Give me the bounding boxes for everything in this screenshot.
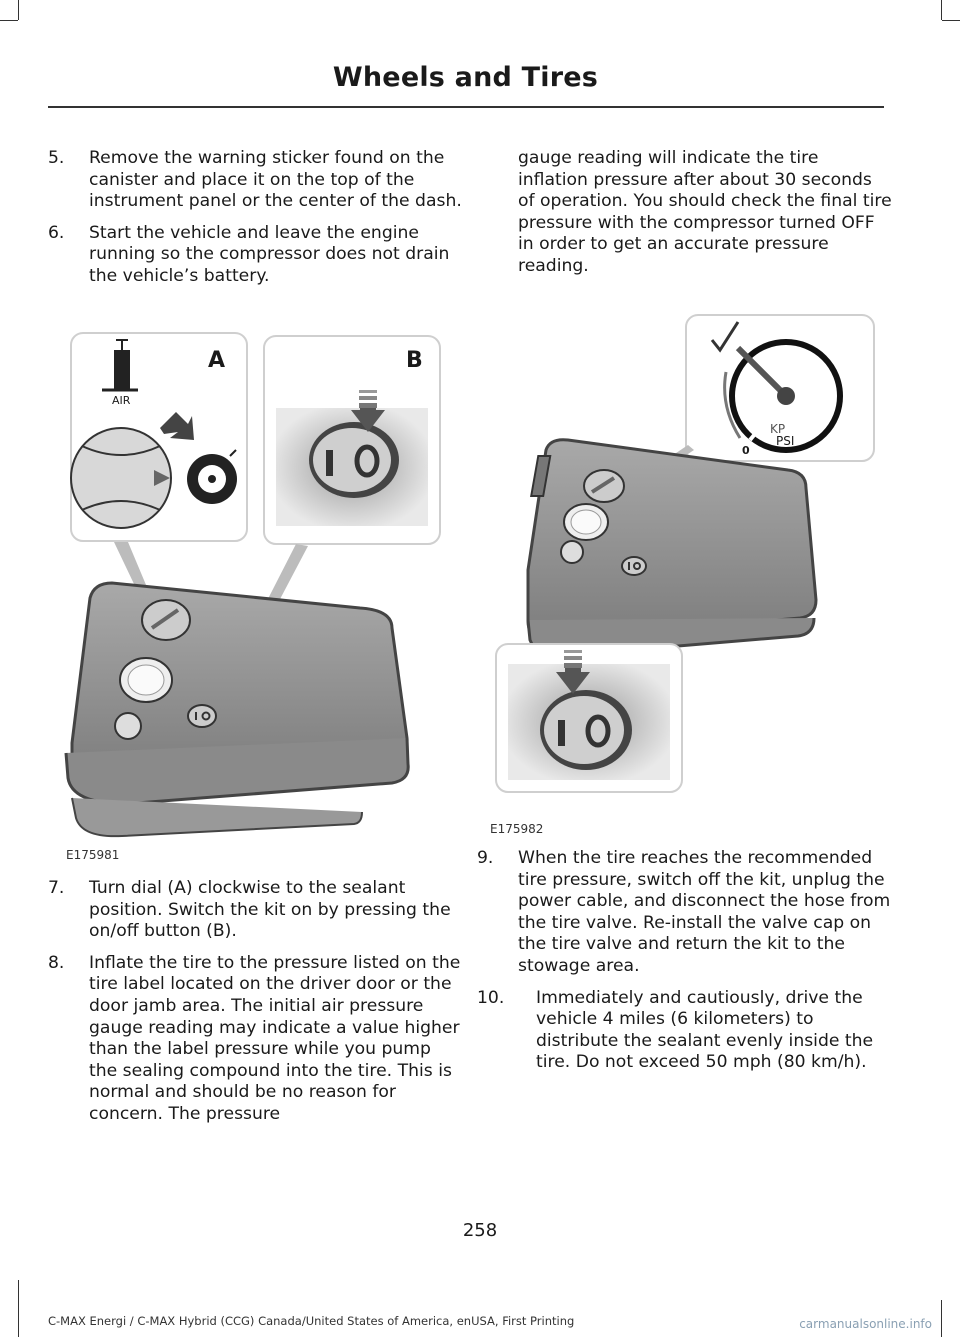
label-a: A [208,348,226,373]
footer-text: C-MAX Energi / C-MAX Hybrid (CCG) Canada/United States of America, enUSA, First Printing [48,1314,575,1328]
label-b: B [406,348,423,373]
step-number: 9. [477,848,494,868]
page-title: Wheels and Tires [332,62,598,93]
left-column-bottom [48,878,463,1136]
crop-mark [941,1300,942,1337]
list-item [477,848,892,978]
figure-code: E175981 [66,848,120,862]
crop-mark [942,20,960,21]
list-item [48,148,463,213]
crop-mark [0,20,18,21]
crop-mark [18,1280,19,1337]
step-number: 10. [477,987,505,1008]
left-column-top [48,148,463,298]
list-item [48,878,463,943]
figure-1-illustration [62,328,452,858]
step-text: When the tire reaches the recommended tire pressure, switch off the kit, unplug the power cable, and disconnect the hose from the tire valve. Re-install the valve cap on the tire valve and return the kit to the stowage area. [518,848,891,976]
watermark[interactable]: carmanualsonline.info [799,1317,932,1331]
air-label: AIR [112,394,131,407]
right-column-top [477,148,892,278]
figure-sealant-kit-dial-button [62,328,452,858]
figure-2-illustration [488,310,880,800]
sealant-kit-body [528,440,816,640]
step-number: 6. [48,222,65,243]
list-item [48,953,463,1126]
continued-paragraph: gauge reading will indicate the tire inflation pressure after about 30 seconds of operation. You should check the final tire pressure with the compressor turned OFF in order to get an accurate pressure reading. [518,148,892,276]
right-column-bottom [477,848,892,1084]
step-text: Remove the warning sticker found on the canister and place it on the top of the instrument panel or the center of the dash. [89,148,462,212]
crop-mark [18,0,19,20]
step-number: 5. [48,148,65,168]
list-item [477,988,892,1074]
figure-pressure-gauge [488,310,880,800]
step-text: Start the vehicle and leave the engine running so the compressor does not drain the vehicle’s battery. [89,222,450,286]
gauge-kp-label: KP [770,422,786,436]
step-text: Inflate the tire to the pressure listed on the tire label located on the driver door or the door jamb area. The initial air pressure gauge reading may indicate a value higher than the label pressure while you pump the sealing compound into the tire. This is normal and should be no reason for concern. The pressure [89,952,461,1124]
gauge-psi-label: PSI [776,434,795,448]
page-number: 258 [462,1220,498,1241]
gauge-zero-label: 0 [742,444,750,457]
step-number: 8. [48,952,65,973]
header-rule [48,106,884,108]
step-number: 7. [48,878,65,898]
list-item [48,223,463,288]
step-text: Immediately and cautiously, drive the vehicle 4 miles (6 kilometers) to distribute the sealant evenly inside the tire. Do not exceed 50 mph (80 km/h). [536,987,874,1073]
crop-mark [941,0,942,20]
figure-code: E175982 [490,822,544,836]
step-text: Turn dial (A) clockwise to the sealant position. Switch the kit on by pressing the on/off button (B). [89,878,451,942]
